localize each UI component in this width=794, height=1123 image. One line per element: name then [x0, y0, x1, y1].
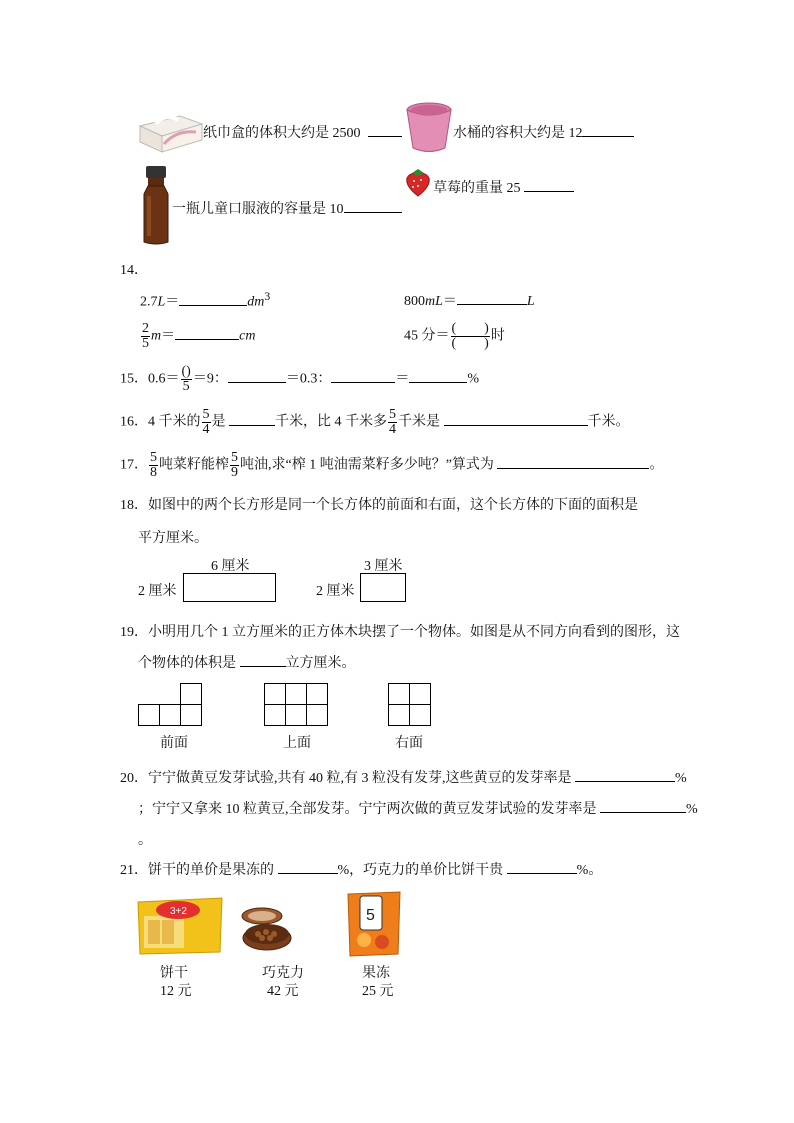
- q21-item-price-chocolate: 42 元: [267, 984, 299, 999]
- q18-front-rectangle: [183, 573, 276, 602]
- q13-bucket-blank[interactable]: [582, 122, 634, 137]
- q21-blank-1[interactable]: [278, 859, 338, 874]
- q21-item-name-biscuit: 饼干: [160, 966, 188, 981]
- q17-number: 17．: [120, 457, 148, 473]
- q17-blank[interactable]: [497, 454, 649, 469]
- q14-c-unit-l: m: [151, 328, 162, 344]
- q21-blank-2[interactable]: [507, 859, 577, 874]
- q16-text-2: 是: [211, 414, 226, 430]
- q14-b-blank[interactable]: [457, 290, 527, 305]
- q16-number: 16．: [120, 414, 148, 430]
- q21-line: [120, 859, 602, 879]
- q21-item-price-biscuit: 12 元: [160, 984, 192, 999]
- q13-bucket-text: 水桶的容积大约是 12: [453, 126, 583, 141]
- q18-front-side-label: 2 厘米: [138, 584, 177, 599]
- q20-text-1: 宁宁做黄豆发芽试验,共有 40 粒,有 3 粒没有发芽,这些黄豆的发芽率是: [148, 771, 572, 786]
- q14-c-fraction: $\frac{2}{5}$: [142, 321, 149, 351]
- q18-text-1: 如图中的两个长方形是同一个长方体的前面和右面，这个长方体的下面的面积是: [148, 498, 638, 513]
- q15-number: 15．: [120, 371, 148, 387]
- oral-liquid-bottle-image: [140, 164, 172, 246]
- q21-number: 21．: [120, 863, 148, 878]
- q18-right-top-label: 3 厘米: [364, 559, 403, 574]
- q13-bottle-blank[interactable]: [344, 198, 402, 213]
- q18-right-side-label: 2 厘米: [316, 584, 355, 599]
- q20-blank-1[interactable]: [575, 767, 675, 782]
- q21-text-2: %，巧克力的单价比饼干贵: [337, 863, 504, 878]
- q18-line-1: [120, 494, 638, 514]
- q21-text-1: 饼干的单价是果冻的: [148, 863, 274, 878]
- q15-line: [120, 365, 479, 394]
- q14-c: [140, 322, 255, 351]
- q14-a-unit-r: dm: [247, 294, 265, 310]
- q18-text-2: 平方厘米。: [138, 531, 208, 546]
- q15-percent: %: [467, 371, 479, 387]
- q14-a-blank[interactable]: [179, 291, 247, 306]
- q15-blank-3[interactable]: [409, 368, 467, 383]
- jelly-bag-image: [344, 890, 404, 958]
- q14-b-unit-r: L: [526, 294, 535, 309]
- q14-a-eq: ＝: [165, 294, 180, 310]
- biscuit-package-image: [136, 896, 224, 956]
- q16-line: [120, 408, 630, 437]
- q17-text-3: 。: [649, 457, 664, 473]
- q17-text-1: 吨菜籽能榨: [159, 457, 229, 473]
- strawberry-image: [404, 168, 432, 198]
- q21-item-price-jelly: 25 元: [362, 984, 394, 999]
- svg-text:3+2: 3+2: [170, 906, 187, 917]
- q19-top-label: 上面: [283, 736, 311, 751]
- q14-d-text: 45 分＝: [404, 328, 450, 344]
- q14-number: 14．: [120, 263, 148, 278]
- q14-b-value: 800: [404, 294, 425, 309]
- svg-text:5: 5: [366, 907, 375, 924]
- q19-number: 19．: [120, 625, 148, 640]
- q17-fraction-1: $\frac{5}{8}$: [150, 450, 157, 480]
- q21-item-name-chocolate: 巧克力: [262, 966, 304, 981]
- q14-c-eq: ＝: [161, 328, 176, 344]
- q20-number: 20．: [120, 771, 148, 786]
- q16-text-5: 千米。: [587, 414, 630, 430]
- q18-right-rectangle: [360, 573, 406, 602]
- q19-text-2b: 立方厘米。: [285, 656, 356, 671]
- q14-b: [404, 290, 535, 310]
- tissue-box-image: [136, 104, 204, 154]
- q20-blank-2[interactable]: [600, 798, 686, 813]
- q13-tissue-blank[interactable]: [368, 122, 402, 137]
- q20-line-1: [120, 767, 687, 787]
- q14-a-unit-l: L: [157, 294, 166, 310]
- q19-line-1: [120, 621, 680, 641]
- q21-text-3: %。: [576, 863, 603, 878]
- q16-fraction-1: $\frac{5}{4}$: [202, 407, 210, 437]
- q18-front-top-label: 6 厘米: [211, 559, 250, 574]
- q14-a: [140, 290, 270, 311]
- q13-tissue-text: 纸巾盒的体积大约是 2500: [203, 126, 361, 141]
- q15-blank-2[interactable]: [331, 368, 395, 383]
- q21-item-name-jelly: 果冻: [362, 966, 390, 981]
- q18-number: 18．: [120, 498, 148, 513]
- q14-b-eq: ＝: [442, 294, 457, 309]
- q19-blank[interactable]: [240, 652, 286, 667]
- q19-front-label: 前面: [160, 736, 188, 751]
- q17-text-2: 吨油,求“榨 1 吨油需菜籽多少吨？”算式为: [240, 457, 494, 473]
- q14-d-fraction[interactable]: $\frac{( )}{( )}$: [451, 321, 489, 351]
- q19-line-2: [138, 652, 356, 672]
- q14-c-unit-r: cm: [239, 328, 256, 344]
- q16-text-1: 4 千米的: [148, 414, 201, 430]
- q13-strawberry-blank[interactable]: [524, 177, 574, 192]
- q13-strawberry-text: 草莓的重量 25: [433, 181, 521, 196]
- q16-blank-1[interactable]: [229, 411, 275, 426]
- q20-percent-1: %: [675, 771, 687, 786]
- q15-pre: 0.6＝: [148, 371, 180, 387]
- bucket-image: [404, 100, 454, 155]
- q17-line: [120, 451, 663, 480]
- q14-a-value: 2.7: [140, 294, 158, 310]
- q15-fraction[interactable]: $\frac{()}{5}$: [181, 364, 191, 394]
- q16-blank-2[interactable]: [444, 411, 588, 426]
- q15-eq: ＝: [395, 371, 410, 387]
- q14-d: [404, 322, 505, 351]
- q16-fraction-2: $\frac{5}{4}$: [389, 407, 396, 437]
- q14-a-sup: 3: [264, 290, 271, 303]
- q15-ratio-9: ＝9：: [192, 371, 228, 387]
- q13-bottle-text: 一瓶儿童口服液的容量是 10: [172, 202, 344, 217]
- q16-text-3: 千米，比 4 千米多: [275, 414, 387, 430]
- q19-text-1: 小明用几个 1 立方厘米的正方体木块摆了一个物体。如图是从不同方向看到的图形，这: [148, 625, 680, 640]
- q19-text-2a: 个物体的体积是: [138, 656, 236, 671]
- q18-line-2: [138, 527, 208, 547]
- q14-d-unit: 时: [490, 328, 505, 344]
- q15-ratio-03: ＝0.3：: [285, 371, 332, 387]
- q14-c-blank[interactable]: [175, 325, 239, 340]
- q20-line-2: [138, 798, 698, 818]
- q19-right-label: 右面: [395, 736, 423, 751]
- q20-percent-2: %: [686, 802, 698, 817]
- chocolate-box-image: [236, 904, 298, 954]
- q14-b-unit-l: mL: [425, 294, 443, 309]
- q20-line-3: 。: [138, 833, 152, 848]
- q16-text-4: 千米是: [398, 414, 440, 430]
- q15-blank-1[interactable]: [228, 368, 286, 383]
- q17-fraction-2: $\frac{5}{9}$: [231, 450, 238, 480]
- q20-text-2: ；宁宁又拿来 10 粒黄豆,全部发芽。宁宁两次做的黄豆发芽试验的发芽率是: [138, 802, 597, 817]
